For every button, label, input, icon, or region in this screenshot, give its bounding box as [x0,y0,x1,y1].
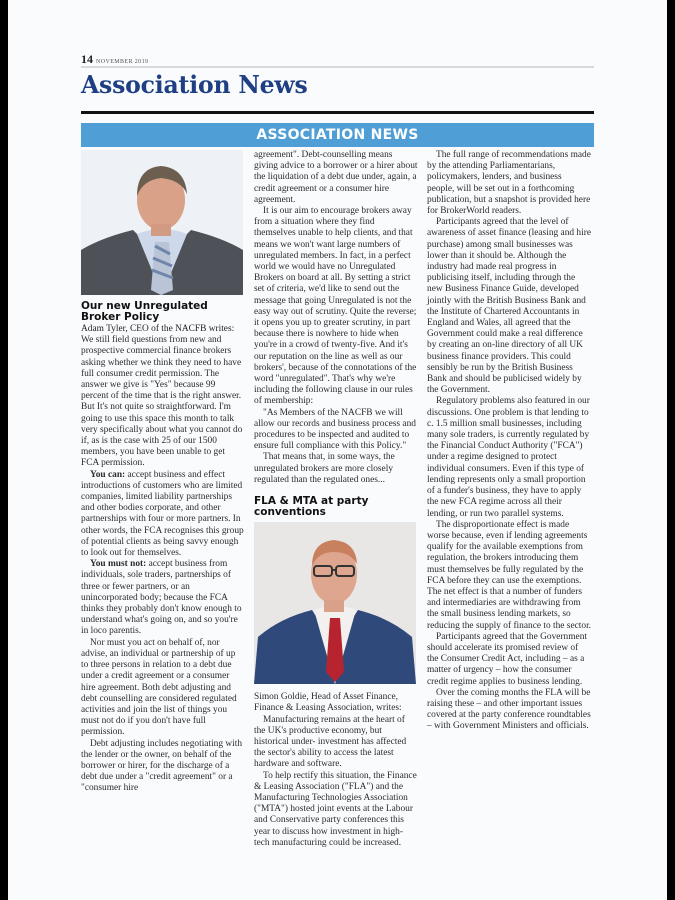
paragraph: Nor must you act on behalf of, nor advise, an individual or partnership of up to three persons in relation to a debt due under a credit agreement or a consumer hire agreement. Both debt adjusting and debt counselling are considered regulated activities and join the list of things you must not do if you don't have full permission. [81,637,237,738]
paragraph: "As Members of the NACFB we will allow our records and business process and procedures to be inspected and audited to ensure full compliance with this Policy." [254,407,416,452]
paragraph: The full range of recommendations made by the attending Parliamentarians, policymakers, lenders, and business people, will be set out in a forthcoming publication, but a snapshot is provided here for BrokerWorld readers. [427,150,591,217]
column-3 [427,150,591,733]
issue-date: NOVEMBER 2019 [96,59,149,65]
article-1-byline [81,324,245,335]
paragraph: You must not: accept business from individuals, sole traders, partnerships of three or fewer partners, or an unincorporated body; because the FCA thinks they probably don't know enough to understand what's going on, and so you're in loco parentis. [81,559,242,637]
column-2 [254,150,418,849]
page-folio [81,52,148,67]
article-1-headline: Our new Unregulated Broker Policy [81,300,208,323]
paragraph: We still field questions from new and prospective commercial finance brokers asking whether we think they need to have full consumer credit permission. The answer we give is "Yes" because 99 percent of the time that is the right answer. But It's not quite so straightforward. I'm going to use this space this month to talk very specifically about what you cannot do if, as is the case with 25 of our 1500 members, you have been unable to get FCA permission. [81,335,243,469]
paragraph: Manufacturing remains at the heart of the UK's productive economy, but historical under- investment has affected the sector's ability to access the latest hardware and software. [254,714,407,770]
header-rule [81,66,594,68]
paragraph: It is our aim to encourage brokers away from a situation where they find themselves unable to help clients, and that means we won't want large numbers of unregulated members. In fact, in a perfect world we would have no Unregulated Brokers on board at all. By setting a strict set of criteria, we'd like to send out the message that going Unregulated is not the easy way out of scrutiny. Quite the reverse; it opens you up to greater scrutiny, in part because there is nowhere to hide when you're in a crowd of twenty-five. And it's our reputation on the line as well as our brokers', because of the connotations of the word "unregulated". That's why we're including the following clause in our rules of membership: [254,206,417,407]
paragraph: The disproportionate effect is made worse because, even if lending agreements qualify for the available exemptions from regulation, the brokers introducing them must themselves be fully regulated by the FCA before they can use the exemptions. The net effect is that a number of funders and intermediaries are withdrawing from the small business lending markets, so reducing the supply of finance to the sector. [427,519,592,631]
page-number: 14 [81,52,93,66]
paragraph: Participants agreed that the Government should accelerate its promised review of the Consumer Credit Act, including – as a matter of urgency – how the consumer credit regime applies to business lending. [427,631,587,687]
paragraph: Debt adjusting includes negotiating with the lender or the owner, on behalf of the borrower or hirer, for the discharge of a debt due under a "credit agreement" or a "consumer hire [81,738,243,794]
paragraph: You can: accept business and effect introductions of customers who are limited companies, limited liability partnerships and other bodies corporate, and other partnerships with four or more partners. In other words, the FCA recognises this group of potential clients as being savvy enough to look out for themselves. [81,469,244,559]
section-banner: ASSOCIATION NEWS [81,123,594,147]
simon-goldie-photo [254,522,416,684]
paragraph: That means that, in some ways, the unregulated brokers are more closely regulated than the regulated ones... [254,452,395,485]
section-masthead: Association News [81,70,308,99]
adam-tyler-photo [81,150,243,295]
byline: Adam Tyler, CEO of the NACFB writes: [81,324,235,334]
article-2-headline: FLA & MTA at party conventions [254,495,369,519]
paragraph: agreement". Debt-counselling means giving advice to a borrower or a hirer about the liquidation of a debt due under, again, a credit agreement or a consumer hire agreement. [254,150,418,205]
masthead-rule [81,111,594,114]
lead-in: You must not: [90,559,147,570]
article-2-byline: Simon Goldie, Head of Asset Finance, Finance & Leasing Association, writes: [254,692,402,714]
lead-in: You can: [90,469,126,480]
paragraph: To help rectify this situation, the Finance & Leasing Association ("FLA") and the Manufacturing Technologies Association ("MTA") hosted joint events at the Labour and Conservative party conferences this year to discuss how investment in high-tech manufacturing could be increased. [254,770,417,848]
column-1 [81,150,245,795]
paragraph: Participants agreed that the level of awareness of asset finance (leasing and hire purchase) among small businesses was lower than it should be. Although the industry had made real progress in publicising itself, including through the new Business Finance Guide, developed jointly with the British Business Bank and the Institute of Chartered Accountants in England and Wales, all agreed that the Government could make a real difference by creating an on-line directory of all UK business finance providers. This could sensibly be run by the British Business Bank and should be publicised widely by the Government. [427,217,591,396]
paragraph: Regulatory problems also featured in our discussions. One problem is that lending to c. 1.5 million small businesses, including many sole traders, is currently regulated by the Financial Conduct Authority ("FCA") under a regime designed to protect individual consumers. Even if this type of lending represents only a small proportion of a funder's business, they have to apply the new FCA regime across all their lending, or run two parallel systems. [427,396,590,519]
paragraph: Over the coming months the FLA will be raising these – and other important issues covered at the party conference roundtables – with Government Ministers and officials. [427,687,591,732]
magazine-page [8,0,667,900]
